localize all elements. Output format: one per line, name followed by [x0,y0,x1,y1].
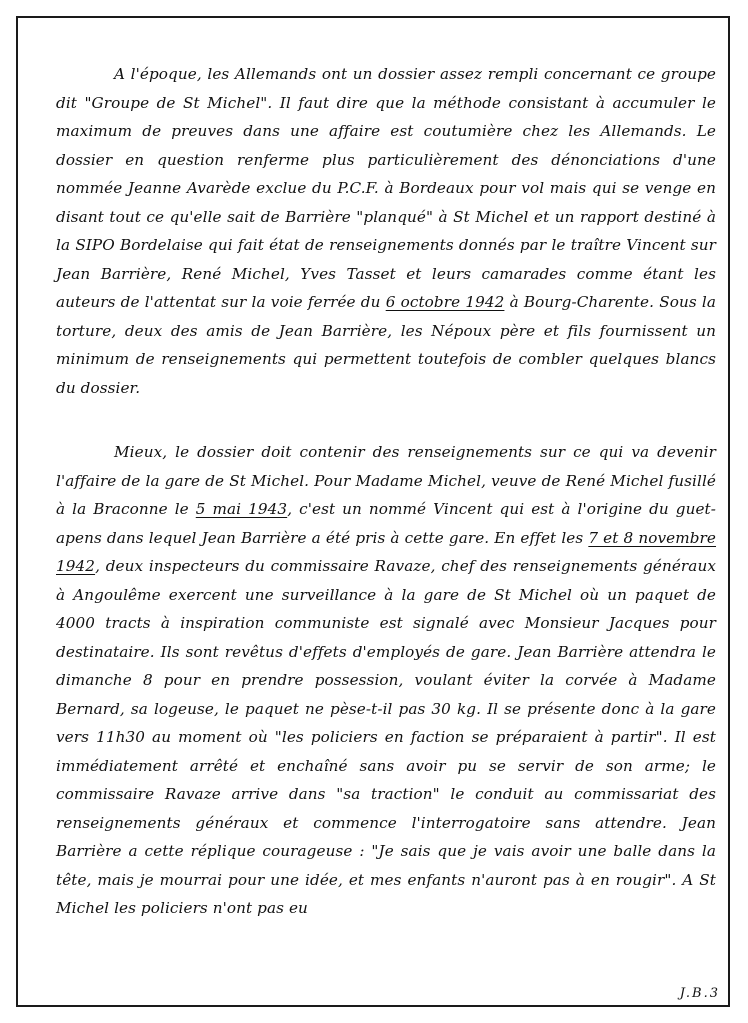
paragraph-2-part-1: Mieux, le dossier doit contenir des renseignements sur ce qui va devenir l'affaire de la gare de St Michel. Pour Madame Michel, veuve de René Michel fusillé à la Braconne le [56,443,716,518]
paragraph-1-part-2: à Bourg-Charente. Sous la torture, deux des amis de Jean Barrière, les Népoux père et fils fournissent un minimum de renseignements qui permettent toutefois de combler quelques blancs du dossier. [56,293,716,397]
paragraph-1-part-1: A l'époque, les Allemands ont un dossier assez rempli concernant ce groupe dit "Groupe de St Michel". Il faut dire que la méthode consistant à accumuler le maximum de preuves dans une affaire est coutumière chez les Allemands. Le dossier en question renferme plus particulièrement des dénonciations d'une nommée Jeanne Avarède exclue du P.C.F. à Bordeaux pour vol mais qui se venge en disant tout ce qu'elle sait de Barrière "planqué" à St Michel et un rapport destiné à la SIPO Bordelaise qui fait état de renseignements donnés par le traître Vincent sur Jean Barrière, René Michel, Yves Tasset et leurs camarades comme étant les auteurs de l'attentat sur la voie ferrée du [56,65,716,311]
date-underlined: 6 octobre 1942 [385,293,505,311]
paragraph-2 [56,438,716,923]
paragraph-1 [56,60,716,402]
footer-initials: J.B.3 [679,986,720,1001]
document-body [56,60,716,923]
date-underlined: 7 et 8 novembre 1942 [56,528,717,575]
paragraph-2-part-2: , c'est un nommé Vincent qui est à l'origine du guet-apens dans lequel Jean Barrière a été pris à cette gare. En effet les [56,500,716,547]
paragraph-2-part-3: , deux inspecteurs du commissaire Ravaze, chef des renseignements généraux à Angoulême exercent une surveillance à la gare de St Michel où un paquet de 4000 tracts à inspiration communiste est signalé avec Monsieur Jacques pour destinataire. Ils sont revêtus d'effets d'employés de gare. Jean Barrière attendra le dimanche 8 pour en prendre possession, voulant éviter la corvée à Madame Bernard, sa logeuse, le paquet ne pèse-t-il pas 30 kg. Il se présente donc à la gare vers 11h30 au moment où "les policiers en faction se préparaient à partir". Il est immédiatement arrêté et enchaîné sans avoir pu se servir de son arme; le commissaire Ravaze arrive dans "sa traction" le conduit au commissariat des renseignements généraux et commence l'interrogatoire sans attendre. Jean Barrière a cette réplique courageuse : "Je sais que je vais avoir une balle dans la tête, mais je mourrai pour une idée, et mes enfants n'auront pas à en rougir". A St Michel les policiers n'ont pas eu [56,557,716,917]
date-underlined: 5 mai 1943 [195,500,288,518]
